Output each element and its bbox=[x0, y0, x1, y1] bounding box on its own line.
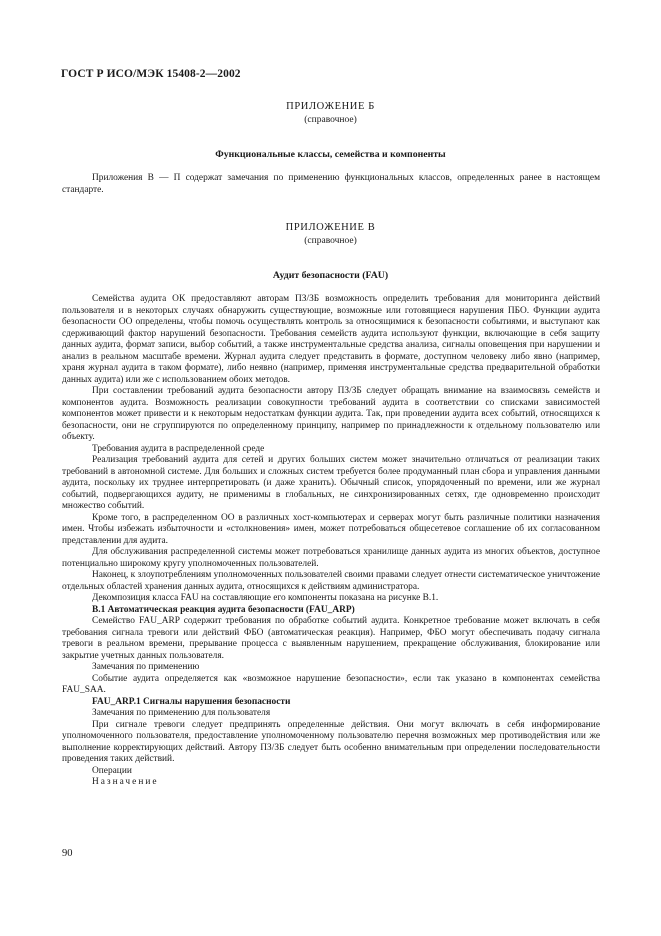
appendix-b-subtitle: (справочное) bbox=[304, 115, 357, 125]
appendix-b-section-title: Функциональные классы, семейства и компоненты bbox=[215, 149, 446, 160]
paragraph: Событие аудита определяется как «возможное нарушение безопасности», если так указано в компонентах семейства FAU_SAA. bbox=[62, 673, 600, 695]
subheading: Назначение bbox=[92, 777, 159, 787]
appendix-v-subtitle: (справочное) bbox=[304, 236, 357, 246]
subheading: Операции bbox=[92, 765, 132, 776]
page-number: 90 bbox=[62, 848, 73, 859]
paragraph: Наконец, к злоупотреблениям уполномоченных пользователей своими правами следует отнести систематическое уничтожение отдельных областей хранения данных аудита, относящихся к действиям администратора. bbox=[62, 570, 600, 592]
paragraph: При составлении требований аудита безопасности автору ПЗ/ЗБ следует обращать внимание на взаимосвязь семейств и компонентов аудита. Возможность реализации совокупности требований аудита в соответствии со списками зависимостей компонентов может привести и к некоторым недостаткам функции аудита. Так, при проведении аудита всех событий, относящихся к безопасности, они не сгруппируются по определенному принципу, например по принадлежности к отдельному пользователю или объекту. bbox=[62, 386, 600, 442]
appendix-v-title: ПРИЛОЖЕНИЕ В bbox=[285, 222, 376, 233]
paragraph: Для обслуживания распределенной системы может потребоваться хранилище данных аудита из многих объектов, доступное потенциально широкому кругу уполномоченных пользователей. bbox=[62, 547, 600, 569]
appendix-b-paragraph: Приложения В — П содержат замечания по применению функциональных классов, определенных ранее в настоящем стандарте. bbox=[62, 173, 600, 195]
paragraph: Кроме того, в распределенном ОО в различных хост-компьютерах и серверах могут быть различные политики назначения имен. Чтобы избежать избыточности и «столкновения» имен, может потребоваться общесетевое соглашение об их согласованном представлении для аудита. bbox=[62, 512, 600, 546]
subheading: Замечания по применению для пользователя bbox=[92, 708, 271, 718]
paragraph: При сигнале тревоги следует предпринять определенные действия. Они могут включать в себя информирование уполномоченного пользователя, предоставление уполномоченному пользователю перечня возможных мер противодействия или же выполнение корректирующих действий. Автору ПЗ/ЗБ следует быть особенно внимательным при определении последовательности проведения таких действий. bbox=[62, 719, 600, 764]
section-heading: В.1 Автоматическая реакция аудита безопасности (FAU_ARP) bbox=[92, 604, 355, 615]
appendix-v-section-title: Аудит безопасности (FAU) bbox=[272, 270, 389, 281]
paragraph: Декомпозиция класса FAU на составляющие его компоненты показана на рисунке В.1. bbox=[92, 593, 439, 603]
paragraph: Семейство FAU_ARP содержит требования по обработке событий аудита. Конкретное требование может включать в себя требования сигнала тревоги или действий ФБО (автоматическая реакция). Например, ФБО могут обеспечивать подачу сигнала тревоги в реальном времени, прерывание процесса с выявленным нарушением, прекращение обслуживания, блокирование или закрытие учетных данных пользователя. bbox=[62, 616, 600, 661]
subheading: Требования аудита в распределенной среде bbox=[92, 443, 265, 454]
document-header: ГОСТ Р ИСО/МЭК 15408-2—2002 bbox=[61, 68, 241, 80]
component-heading: FAU_ARP.1 Сигналы нарушения безопасности bbox=[92, 696, 291, 707]
subheading: Замечания по применению bbox=[92, 662, 200, 672]
appendix-b-title: ПРИЛОЖЕНИЕ Б bbox=[286, 101, 375, 112]
paragraph: Реализация требований аудита для сетей и других больших систем может значительно отличаться от реализации таких требований в автономной системе. Для больших и сложных систем требуется более продуманный план сбора и управления данными аудита, поскольку их труднее интерпретировать (и даже хранить). Обычный список, упорядоченный по времени, или же журнал событий, подвергающихся аудиту, не применимы в глобальных, не синхронизированных сетях, где одновременно происходит множество событий. bbox=[62, 455, 600, 511]
appendix-b-body bbox=[62, 173, 600, 196]
paragraph: Семейства аудита ОК предоставляют авторам ПЗ/ЗБ возможность определить требования для мониторинга действий пользователя и в некоторых случаях обнаружить существующие, возможные или готовящиеся нарушения ПБО. Функции аудита безопасности ОО определены, чтобы помочь осуществлять контроль за относящимися к безопасности событиями, и выступают как сдерживающий фактор нарушений безопасности. Требования семейств аудита используют функции, включающие в себя защиту данных аудита, формат записи, выбор событий, а также инструментальные средства анализа, сигналы оповещения при нарушении и анализ в реальном масштабе времени. Журнал аудита следует представить в формате, доступном человеку либо явно (например, храня журнал аудита в таком формате), либо неявно (например, применяя инструментальные средства предварительной обработки данных аудита) или же с использованием обоих методов. bbox=[62, 294, 600, 385]
appendix-v-body bbox=[62, 294, 600, 789]
